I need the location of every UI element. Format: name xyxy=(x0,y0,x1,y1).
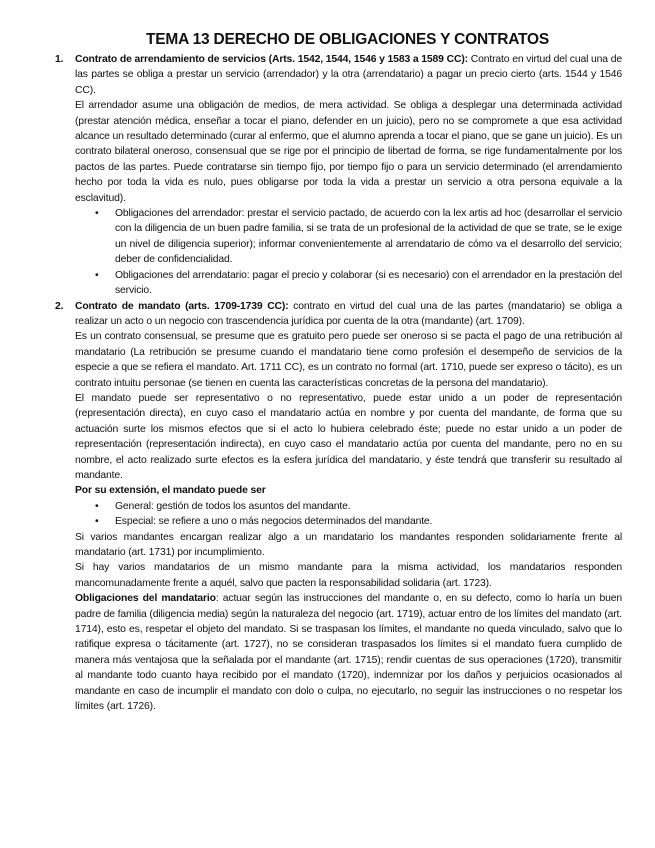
section-arrendamiento-servicios xyxy=(53,52,622,299)
paragraph: Es un contrato consensual, se presume que es gratuito pero puede ser oneroso si se pacta el pago de una retribución al mandatario (La retribución se presume cuando el mandatario tiene como profesión el desempeño de servicios de la especie a que se refiera el mandato. Art. 1711 CC), es un contrato no formal (art. 1710, puede ser expreso o tácito), es un contrato intuitu personae (se tienen en cuenta las características concretas de la persona del mandatario). xyxy=(75,331,622,389)
list-item: • Especial: se refiere a uno o más negocios determinados del mandante. xyxy=(115,514,622,529)
bullet-list xyxy=(75,499,622,530)
list-item: • General: gestión de todos los asuntos del mandante. xyxy=(115,499,622,514)
section-intro xyxy=(75,52,622,98)
paragraph: Si hay varios mandatarios de un mismo mandante para la misma actividad, los mandatarios responden mancomunadamente frente a aquél, salvo que pacten la responsabilidad solidaria (art. 1723). xyxy=(75,562,622,589)
section-intro xyxy=(75,299,622,330)
section-heading: Contrato de arrendamiento de servicios (Arts. 1542, 1544, 1546 y 1583 a 1589 CC): xyxy=(75,54,468,65)
paragraph: Si varios mandantes encargan realizar algo a un mandatario los mandantes responden solidariamente frente al mandatario (art. 1731) por incumplimiento. xyxy=(75,531,622,558)
extension-heading: Por su extensión, el mandato puede ser xyxy=(75,485,266,497)
list-item: • Obligaciones del arrendador: prestar el servicio pactado, de acuerdo con la lex artis ad hoc (desarrollar el servicio con la diligencia de un buen padre familia, si se trata de un profesional de la actividad de que se trate, se le exige un nivel de diligencia superior); informar convenientemente al arrendatario de cómo va el desarrollo del servicio; deber de confidencialidad. xyxy=(115,206,622,268)
section-mandato xyxy=(53,299,622,715)
paragraph: El arrendador asume una obligación de medios, de mera actividad. Se obliga a desplegar una determinada actividad (prestar atención médica, enseñar a tocar el piano, defender en un juicio), pero no se compromete a que esa actividad alcance un resultado determinado (curar al enfermo, que el alumno aprenda a tocar el piano, que se gane un juicio). Es un contrato bilateral oneroso, consensual que se rige por el principio de libertad de forma, se rige fundamentalmente por los pactos de las partes. Puede contratarse sin tiempo fijo, por tiempo fijo o para un servicio determinado (el arrendamiento hecho por toda la vida es nulo, pues obligarse por toda la vida a prestar un servicio a otra persona equivale a la esclavitud). xyxy=(75,100,622,204)
list-item: • Obligaciones del arrendatario: pagar el precio y colaborar (si es necesario) con el arrendador en la prestación del servicio. xyxy=(115,268,622,299)
bullet-list xyxy=(75,206,622,298)
paragraph: El mandato puede ser representativo o no representativo, puede estar unido a un poder de representación (representación directa), en cuyo caso el mandatario actúa en nombre y por cuenta del mandante, de forma que su actuación surte los mismos efectos que si el acto lo hubiera celebrado éste; puede no estar unido a un poder de representación (representación indirecta), en cuyo caso el mandatario actúa por cuenta del mandante, pero no en su nombre, el acto realizado surte efectos es la esfera jurídica del mandatario, y éste tendrá que transferir su resultado al mandante. xyxy=(75,392,622,481)
subheading xyxy=(75,483,622,498)
section-intro-text: contrato en virtud del cual una de las partes (mandatario) se obliga a realizar un acto o un negocio con trascendencia jurídica por cuenta de la otra (mandante) (art. 1709). xyxy=(75,300,622,327)
section-number: 1. xyxy=(55,54,64,65)
obligations-heading: Obligaciones del mandatario xyxy=(75,593,216,605)
section-intro-text: Contrato en virtud del cual una de las partes se obliga a prestar un servicio (arrendador) y la otra (arrendatario) a pagar un precio cierto (arts. 1544 y 1546 CC). xyxy=(75,54,622,96)
paragraph-obligations xyxy=(75,591,622,714)
section-number: 2. xyxy=(55,300,64,312)
document-title: TEMA 13 DERECHO DE OBLIGACIONES Y CONTRATOS xyxy=(145,31,550,48)
obligations-text: : actuar según las instrucciones del mandante o, en su defecto, como lo haría un buen padre de familia (diligencia media) según la naturaleza del negocio (art. 1719), actuar entro de los límites del mandato (art. 1714), esto es, respetar el objeto del mandato. Si se traspasan los límites, el mandante no queda vinculado, salvo que lo ratifique expresa o tácitamente (art. 1727), no se consideran traspasados los límites si el mandato fuera cumplido de manera más ventajosa que la señalada por el mandante (art. 1715); rendir cuentas de sus operaciones (1720), transmitir al mandante todo cuanto haya recibido por el mandato (1720), indemnizar por los daños y perjuicios ocasionados al mandante en caso de incumplir el mandato con dolo o culpa, no ejecutarlo, no seguir las instrucciones o no respetar los límites (art. 1726). xyxy=(75,593,622,713)
section-heading: Contrato de mandato (arts. 1709-1739 CC): xyxy=(75,300,289,312)
document-body xyxy=(53,52,622,714)
